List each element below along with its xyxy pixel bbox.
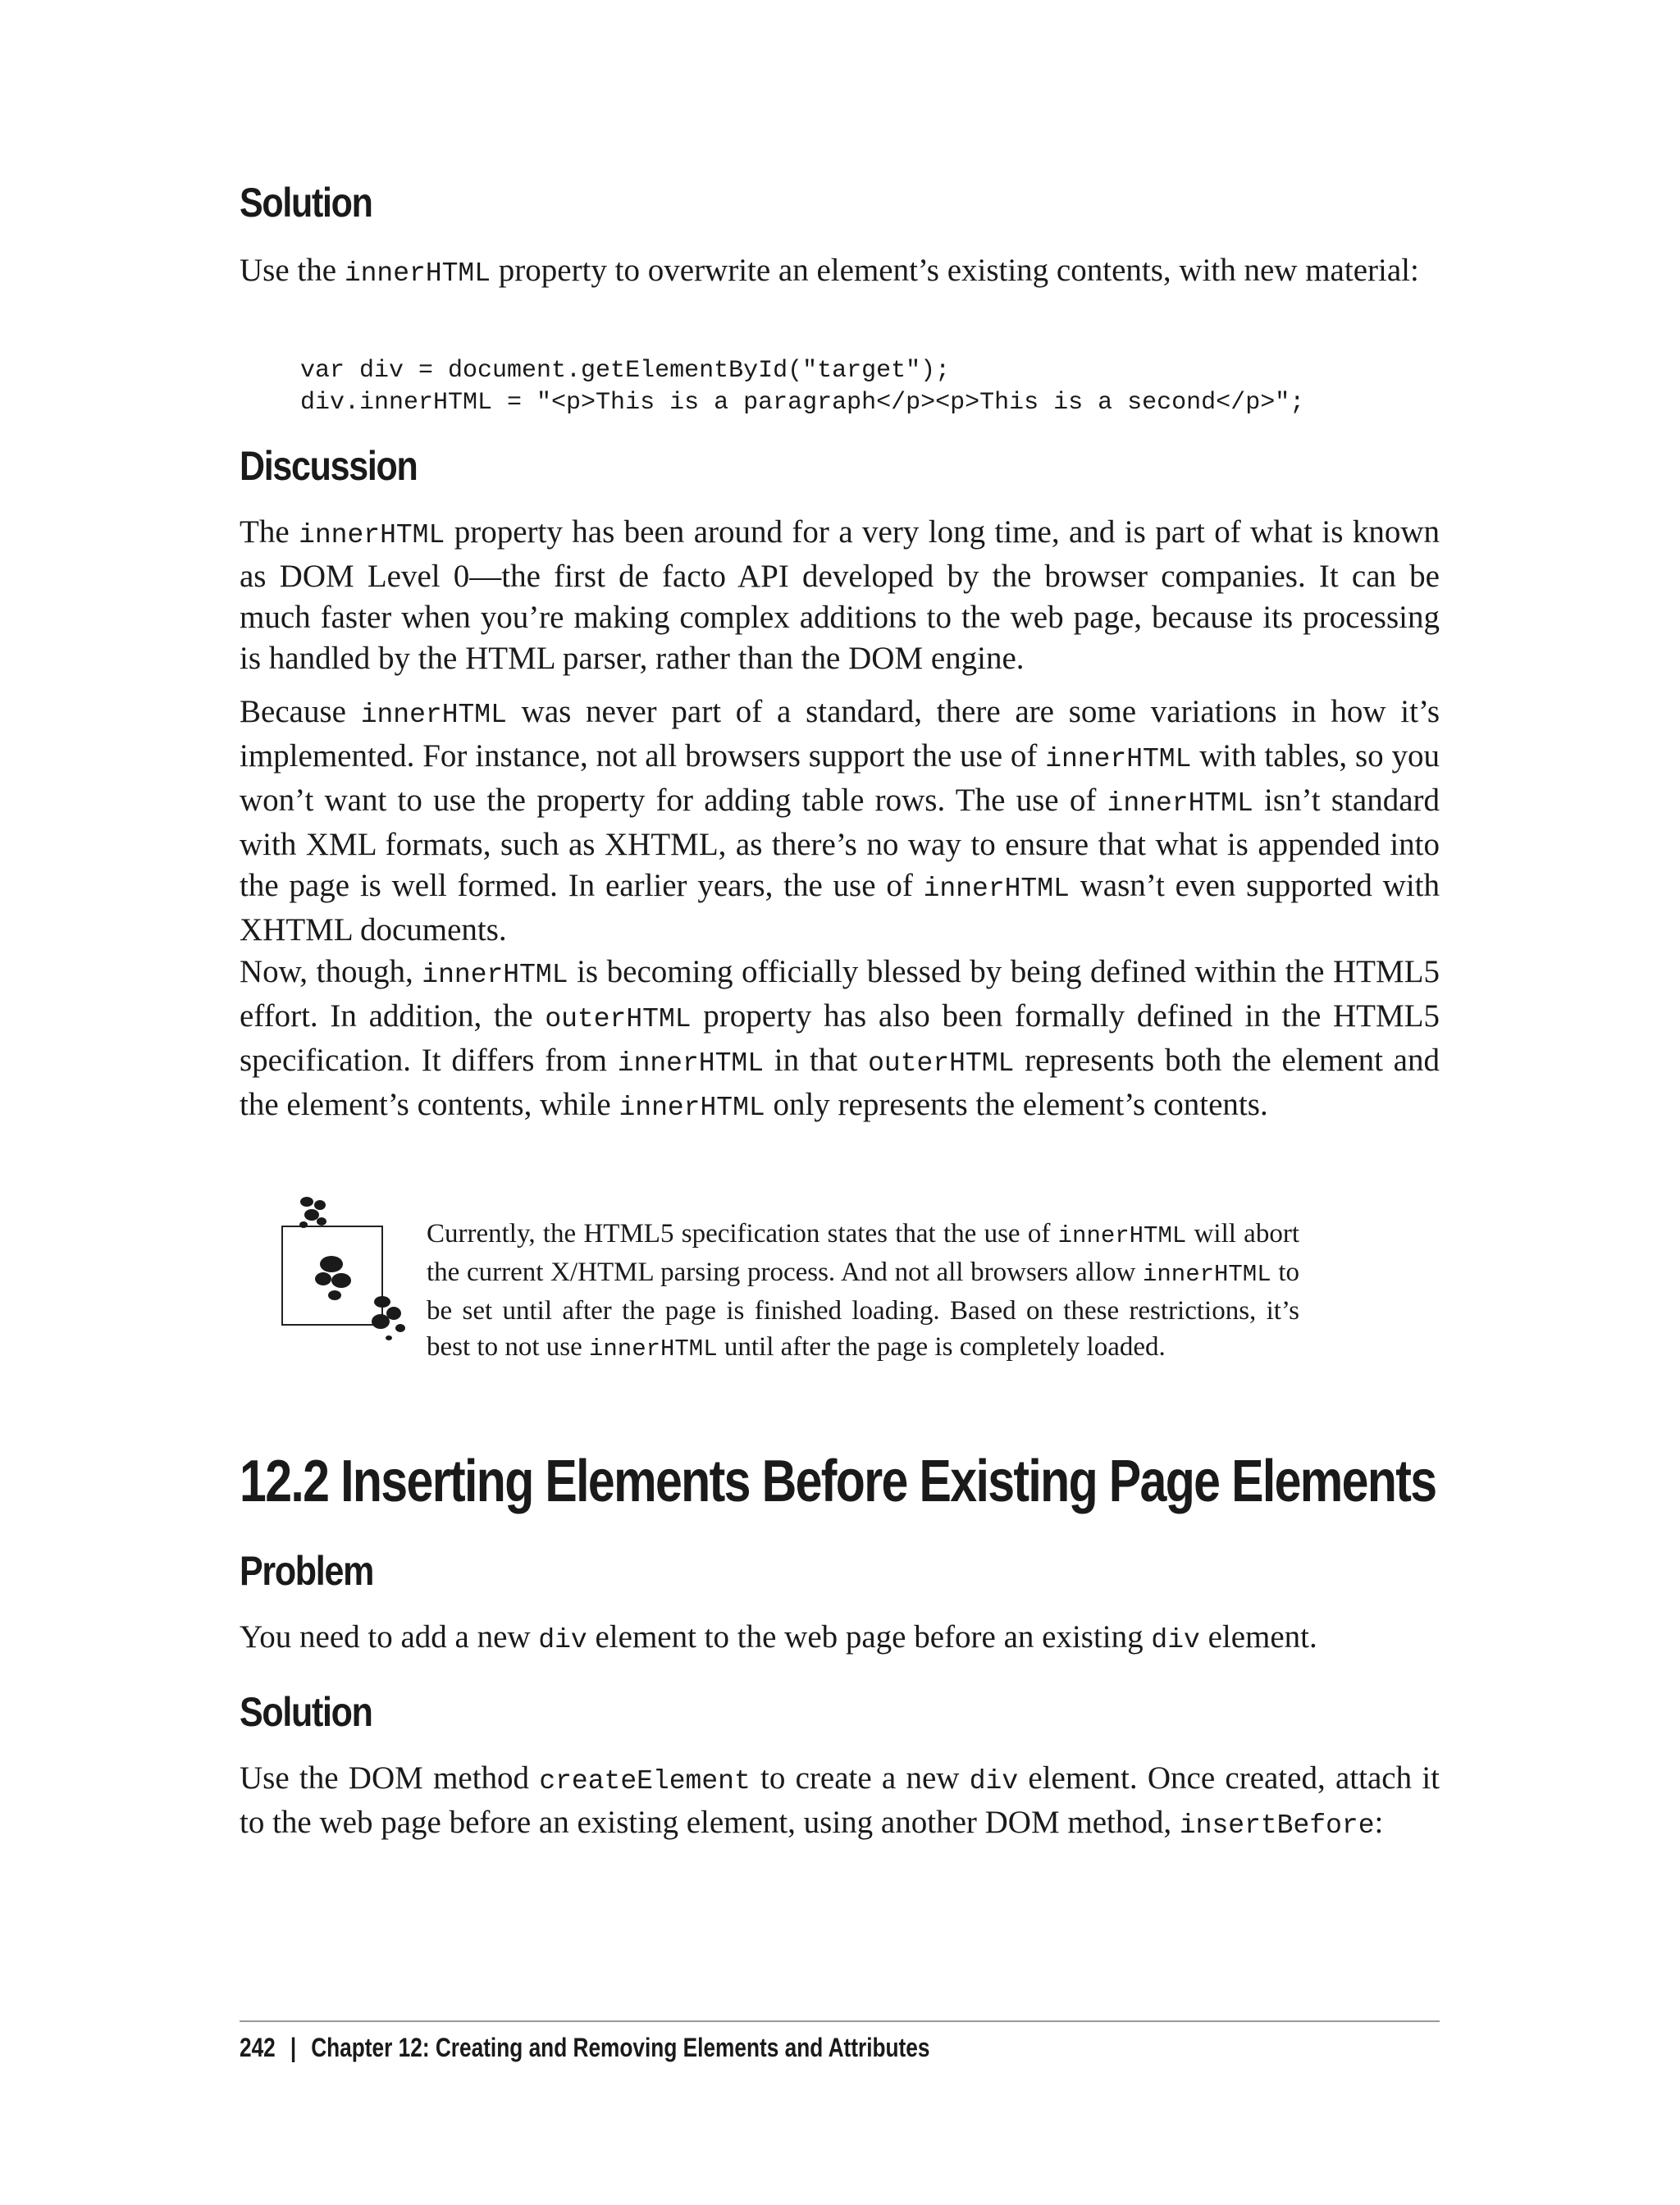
inline-code: innerHTML <box>360 700 507 730</box>
solution-paragraph: Use the innerHTML property to overwrite an element’s existing contents, with new material: <box>240 253 1419 289</box>
solution-heading: Solution <box>240 180 372 226</box>
discussion-paragraph-2: Because innerHTML was never part of a standard, there are some variations in how it’s implemented. For instance, not all browsers support the use of innerHTML with tables, so you won’t want to use the property for adding table rows. The use of innerHTML isn’t standard with XML formats, such as XHTML, as there’s no way to ensure that what is appended into the page is well formed. In earlier years, the use of innerHTML wasn’t even supported with XHTML documents. <box>240 694 1440 947</box>
chapter-title: Chapter 12: Creating and Removing Elements and Attributes <box>311 2033 930 2062</box>
inline-code: innerHTML <box>617 1048 764 1079</box>
inline-code: innerHTML <box>1057 1222 1187 1249</box>
footer-separator: | <box>290 2033 297 2062</box>
discussion-paragraph-3: Now, though, innerHTML is becoming officially blessed by being defined within the HTML5 effort. In addition, the outerHTML property has also been formally defined in the HTML5 specification. It differs from innerHTML in that outerHTML represents both the element and the element’s contents, while innerHTML only represents the element’s contents. <box>240 954 1440 1123</box>
note-text: Currently, the HTML5 specification states that the use of innerHTML will abort the current X/HTML parsing process. And not all browsers allow innerHTML to be set until after the page is finished loading. Based on these restrictions, it’s best to not use innerHTML until after the page is completely loaded. <box>427 1219 1299 1363</box>
recipe-title: 12.2 Inserting Elements Before Existing Page Elements <box>240 1449 1436 1514</box>
page-footer <box>240 2033 929 2063</box>
solution-paragraph-2: Use the DOM method createElement to create a new div element. Once created, attach it to the web page before an existing element, using another DOM method, insertBefore: <box>240 1760 1440 1841</box>
inline-code: outerHTML <box>545 1004 692 1034</box>
inline-code: innerHTML <box>923 874 1070 904</box>
discussion-paragraph-1: The innerHTML property has been around for a very long time, and is part of what is known as DOM Level 0—the first de facto API developed by the browser companies. It can be much faster when you’re making complex additions to the web page, because its processing is handled by the HTML parser, rather than the DOM engine. <box>240 514 1440 676</box>
note-crawfish-icon <box>281 1194 412 1341</box>
inline-code: innerHTML <box>1045 744 1192 774</box>
inline-code: innerHTML <box>619 1093 765 1123</box>
problem-paragraph: You need to add a new div element to the web page before an existing div element. <box>240 1619 1317 1655</box>
inline-code: innerHTML <box>588 1335 718 1363</box>
inline-code: insertBefore <box>1179 1810 1375 1841</box>
inline-code: innerHTML <box>299 520 445 550</box>
discussion-heading: Discussion <box>240 443 418 489</box>
code-block <box>300 355 1304 419</box>
inline-code: innerHTML <box>344 258 491 289</box>
solution-heading-2: Solution <box>240 1689 372 1735</box>
inline-code: innerHTML <box>1107 788 1253 819</box>
code-line: var div = document.getElementById("target"); <box>300 357 951 385</box>
footer-divider <box>240 2020 1440 2022</box>
page-number: 242 <box>240 2033 276 2062</box>
problem-heading: Problem <box>240 1548 374 1594</box>
inline-code: outerHTML <box>868 1048 1015 1079</box>
inline-code: div <box>969 1766 1019 1796</box>
code-line: div.innerHTML = "<p>This is a paragraph</p><p>This is a second</p>"; <box>300 389 1305 417</box>
inline-code: div <box>1151 1625 1200 1655</box>
inline-code: createElement <box>539 1766 751 1796</box>
inline-code: innerHTML <box>422 960 568 990</box>
inline-code: div <box>538 1625 587 1655</box>
inline-code: innerHTML <box>1142 1261 1271 1288</box>
